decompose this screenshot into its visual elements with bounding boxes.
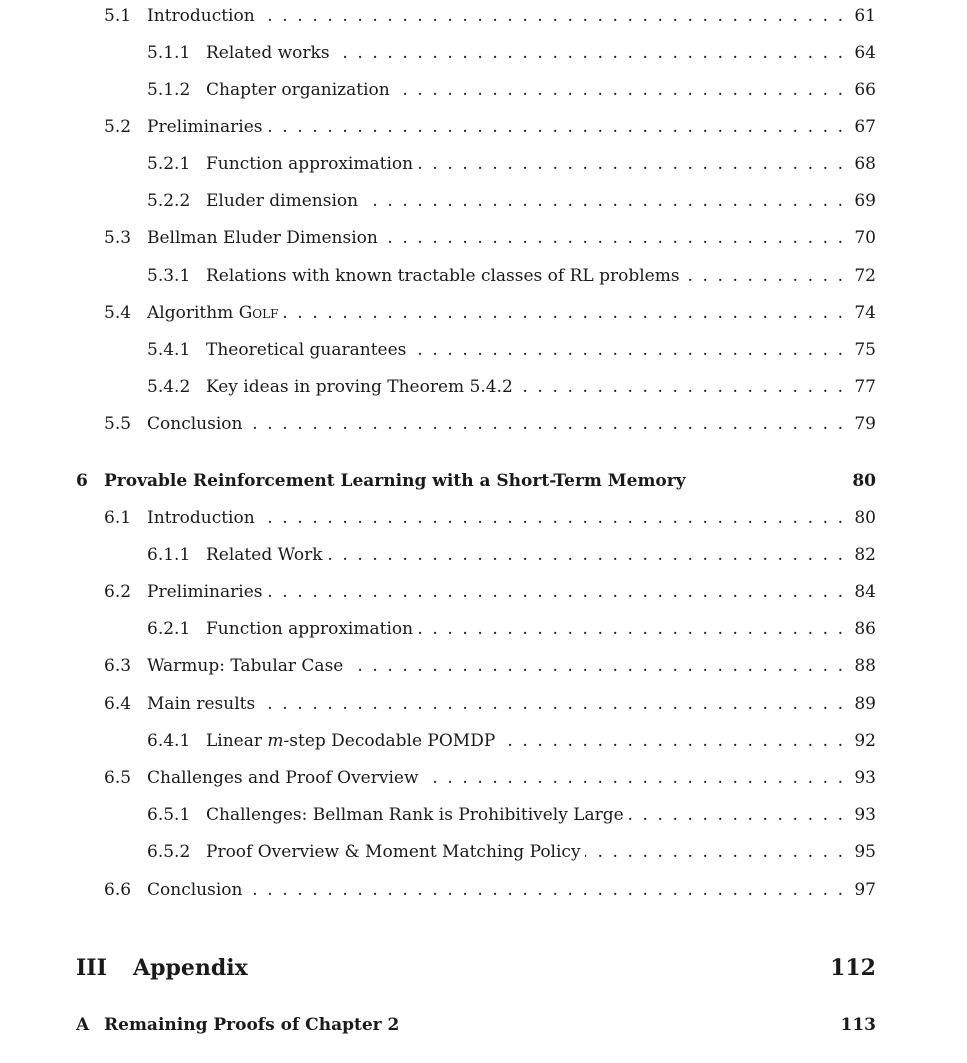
toc-entry-number: 5.4.2 (147, 377, 191, 397)
toc-chapter-title: Provable Reinforcement Learning with a Short-Term Memory (104, 468, 690, 494)
toc-entry-page: 68 (854, 154, 876, 174)
toc-entry-title: Introduction (147, 505, 259, 531)
toc-entry-page: 79 (854, 414, 876, 434)
toc-entry-6-5[interactable] (0, 765, 967, 791)
toc-entry-6-1-1[interactable] (0, 542, 967, 568)
toc-entry-5-1-2[interactable] (0, 77, 967, 103)
toc-entry-6-5-2[interactable] (0, 839, 967, 865)
toc-entry-page: 72 (854, 266, 876, 286)
toc-entry-number: 6.3 (104, 656, 132, 676)
toc-entry-number: 5.1.1 (147, 43, 191, 63)
toc-entry-title: Key ideas in proving Theorem 5.4.2 (206, 374, 517, 400)
toc-chapter-number: 6 (76, 471, 88, 491)
toc-chapter-number: A (76, 1015, 90, 1035)
toc-entry-page: 88 (854, 656, 876, 676)
toc-entry-title: Chapter organization (206, 77, 394, 103)
toc-entry-number: 6.5.1 (147, 805, 191, 825)
toc-chapter-6[interactable] (0, 468, 967, 494)
toc-entry-title: Relations with known tractable classes of RL problems (206, 263, 684, 289)
toc-entry-5-2[interactable] (0, 114, 967, 140)
toc-entry-title: Theoretical guarantees (206, 337, 410, 363)
toc-entry-page: 80 (854, 508, 876, 528)
toc-entry-number: 5.1 (104, 6, 132, 26)
toc-entry-5-2-1[interactable] (0, 151, 967, 177)
toc-entry-number: 5.2.1 (147, 154, 191, 174)
dot-leader (147, 877, 843, 903)
toc-entry-number: 5.3.1 (147, 266, 191, 286)
toc-chapter-title: Remaining Proofs of Chapter 2 (104, 1012, 403, 1038)
toc-chapter-page: 113 (840, 1015, 876, 1035)
toc-entry-6-1[interactable] (0, 505, 967, 531)
toc-entry-page: 93 (854, 805, 876, 825)
toc-entry-5-3[interactable] (0, 225, 967, 251)
toc-entry-6-6[interactable] (0, 877, 967, 903)
dot-leader (147, 411, 843, 437)
algorithm-name: Golf (238, 303, 279, 323)
toc-entry-title-suffix: -step Decodable POMDP (283, 731, 496, 751)
toc-entry-title: Related works (206, 40, 334, 66)
toc-entry-6-5-1[interactable] (0, 802, 967, 828)
toc-entry-5-1-1[interactable] (0, 40, 967, 66)
toc-entry-title: Preliminaries (147, 579, 267, 605)
toc-part-page: 112 (830, 955, 876, 981)
toc-entry-page: 66 (854, 80, 876, 100)
toc-part-title: Appendix (133, 952, 252, 984)
toc-entry-title: Eluder dimension (206, 188, 362, 214)
toc-entry-5-5[interactable] (0, 411, 967, 437)
toc-part-number: III (76, 955, 107, 981)
toc-entry-6-3[interactable] (0, 653, 967, 679)
toc-entry-number: 5.4 (104, 303, 132, 323)
toc-entry-6-2[interactable] (0, 579, 967, 605)
toc-entry-number: 6.5.2 (147, 842, 191, 862)
toc-entry-5-3-1[interactable] (0, 263, 967, 289)
toc-entry-title: Conclusion (147, 877, 246, 903)
toc-entry-page: 86 (854, 619, 876, 639)
toc-entry-page: 64 (854, 43, 876, 63)
toc-entry-title: Challenges and Proof Overview (147, 765, 423, 791)
toc-entry-6-4[interactable] (0, 691, 967, 717)
toc-entry-number: 5.3 (104, 228, 132, 248)
toc-entry-number: 6.6 (104, 880, 132, 900)
toc-entry-title: Related Work (206, 542, 327, 568)
toc-entry-page: 75 (854, 340, 876, 360)
toc-entry-title: Function approximation (206, 151, 417, 177)
toc-entry-title: Conclusion (147, 411, 246, 437)
toc-entry-number: 6.2.1 (147, 619, 191, 639)
toc-part-3[interactable] (0, 952, 967, 984)
math-variable: m (267, 731, 284, 751)
toc-entry-page: 95 (854, 842, 876, 862)
toc-entry-page: 84 (854, 582, 876, 602)
toc-entry-number: 5.4.1 (147, 340, 191, 360)
toc-entry-title: Bellman Eluder Dimension (147, 225, 382, 251)
toc-entry-page: 70 (854, 228, 876, 248)
toc-entry-number: 6.1.1 (147, 545, 191, 565)
toc-entry-5-1[interactable] (0, 3, 967, 29)
toc-entry-page: 77 (854, 377, 876, 397)
toc-entry-number: 5.2.2 (147, 191, 191, 211)
toc-entry-title: Main results (147, 691, 259, 717)
toc-entry-page: 82 (854, 545, 876, 565)
toc-chapter-page: 80 (852, 471, 876, 491)
toc-entry-page: 97 (854, 880, 876, 900)
toc-entry-title: Function approximation (206, 616, 417, 642)
toc-entry-page: 69 (854, 191, 876, 211)
toc-entry-number: 5.1.2 (147, 80, 191, 100)
toc-entry-title: Warmup: Tabular Case (147, 653, 347, 679)
toc-entry-page: 92 (854, 731, 876, 751)
toc-entry-number: 5.2 (104, 117, 132, 137)
toc-entry-number: 6.5 (104, 768, 132, 788)
toc-entry-title-prefix: Algorithm (147, 303, 239, 323)
toc-entry-number: 6.2 (104, 582, 132, 602)
toc-entry-5-4-2[interactable] (0, 374, 967, 400)
toc-entry-title-prefix: Linear (206, 731, 268, 751)
toc-entry-page: 93 (854, 768, 876, 788)
toc-entry-title (147, 300, 282, 326)
toc-entry-number: 6.4 (104, 694, 132, 714)
toc-entry-page: 67 (854, 117, 876, 137)
toc-entry-page: 74 (854, 303, 876, 323)
toc-entry-title: Proof Overview & Moment Matching Policy (206, 839, 585, 865)
toc-entry-5-4[interactable] (0, 300, 967, 326)
toc-entry-number: 5.5 (104, 414, 132, 434)
toc-entry-title: Introduction (147, 3, 259, 29)
toc-entry-title: Preliminaries (147, 114, 267, 140)
toc-entry-6-2-1[interactable] (0, 616, 967, 642)
toc-entry-title: Challenges: Bellman Rank is Prohibitively Large (206, 802, 628, 828)
toc-entry-page: 61 (854, 6, 876, 26)
toc-entry-page: 89 (854, 694, 876, 714)
toc-entry-5-4-1[interactable] (0, 337, 967, 363)
toc-entry-number: 6.1 (104, 508, 132, 528)
toc-entry-number: 6.4.1 (147, 731, 191, 751)
toc-entry-title (206, 728, 499, 754)
toc-appendix-a[interactable] (0, 1012, 967, 1038)
toc-entry-6-4-1[interactable] (0, 728, 967, 754)
toc-entry-5-2-2[interactable] (0, 188, 967, 214)
